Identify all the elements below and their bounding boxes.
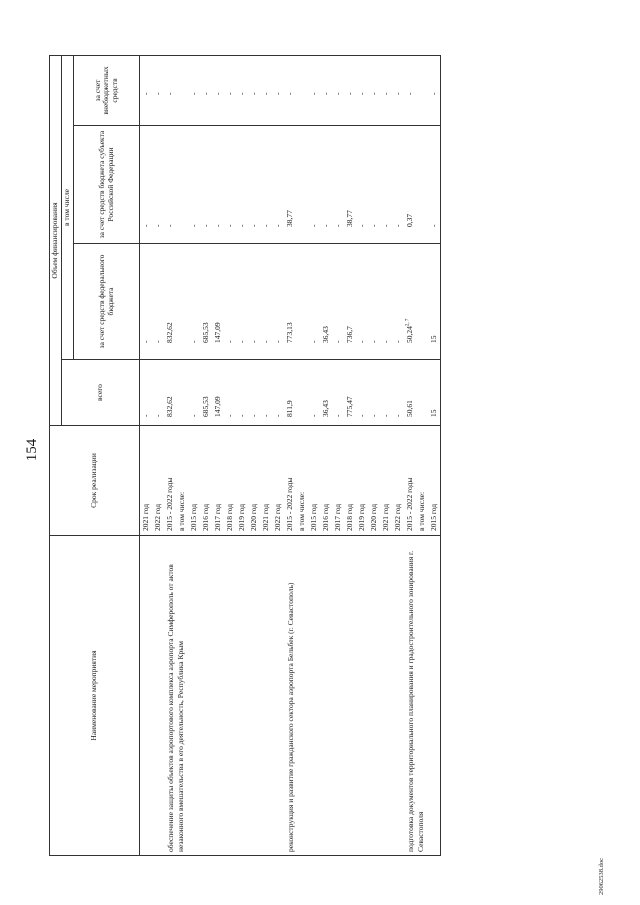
extra-value: - — [357, 92, 366, 95]
total-value: 811,9 — [285, 400, 294, 417]
total-column-cell — [140, 360, 165, 426]
term-value: в том числе: — [177, 491, 186, 531]
term-value: 2022 год — [393, 503, 402, 531]
term-value: в том числе: — [297, 491, 306, 531]
header-total: всего — [62, 360, 140, 426]
term-value: 2015 год — [189, 503, 198, 531]
federal-value: - — [333, 340, 342, 343]
term-value: 2018 год — [345, 503, 354, 531]
total-value: - — [249, 414, 258, 417]
measure-name-text: обеспечение защиты объектов аэропортового комплекса аэропорта Симферополь от актов незаконного вмешательства в его деятельность, Республика Крым — [166, 564, 185, 852]
regional-value: - — [369, 224, 378, 227]
regional-value — [416, 126, 428, 227]
extra-column-cell — [140, 55, 165, 125]
extra-value: - — [381, 92, 390, 95]
total-value: 832,62 — [165, 396, 174, 417]
federal-value: - — [249, 340, 258, 343]
header-term: Срок реализации — [50, 426, 140, 536]
total-column-cell — [164, 360, 284, 426]
extra-value: - — [153, 92, 162, 95]
table-row — [404, 55, 441, 855]
regional-value: - — [429, 224, 438, 227]
measure-name — [284, 536, 404, 856]
measure-name-text: подготовка документов территориального планирования и градостроительного зонирования г. Севастополя — [406, 550, 425, 852]
term-column-cell — [164, 426, 284, 536]
total-value: - — [333, 414, 342, 417]
extra-value: - — [273, 92, 282, 95]
regional-value: - — [381, 224, 390, 227]
term-value: 2019 год — [357, 503, 366, 531]
regional-value: - — [321, 224, 330, 227]
header-including: в том числе — [62, 55, 74, 359]
extra-column-cell — [404, 55, 441, 125]
measure-name — [164, 536, 284, 856]
measure-name — [404, 536, 441, 856]
total-column-cell — [404, 360, 441, 426]
measure-name — [140, 536, 165, 856]
regional-value: - — [393, 224, 402, 227]
regional-column-cell — [164, 126, 284, 244]
total-value: - — [141, 414, 150, 417]
federal-value: - — [237, 340, 246, 343]
total-value: - — [369, 414, 378, 417]
extra-value: - — [285, 92, 294, 95]
regional-value: 0,37 — [405, 213, 414, 227]
federal-value: - — [357, 340, 366, 343]
regional-value: - — [225, 224, 234, 227]
term-value: в том числе: — [417, 491, 426, 531]
extra-value: - — [393, 92, 402, 95]
term-value: 2018 год — [225, 503, 234, 531]
federal-value: - — [153, 340, 162, 343]
extra-value: - — [345, 92, 354, 95]
total-value: - — [153, 414, 162, 417]
extra-value: - — [189, 92, 198, 95]
federal-value-line — [404, 244, 416, 343]
regional-value — [296, 126, 308, 227]
extra-value: - — [201, 92, 210, 95]
table-body — [140, 55, 441, 855]
term-value: 2016 год — [321, 503, 330, 531]
extra-value: - — [429, 92, 438, 95]
header-regional: за счет средств бюджета субъекта Российской Федерации — [74, 126, 140, 244]
extra-value: - — [165, 92, 174, 95]
extra-value — [176, 56, 188, 95]
federal-value — [296, 244, 308, 343]
regional-value: - — [141, 224, 150, 227]
extra-value: - — [141, 92, 150, 95]
total-value — [416, 360, 428, 417]
financing-table — [49, 55, 441, 856]
regional-value: - — [237, 224, 246, 227]
federal-value: 685,53 — [201, 322, 210, 343]
federal-column-cell — [404, 244, 441, 360]
term-value: 2017 год — [213, 503, 222, 531]
total-value: - — [225, 414, 234, 417]
total-value — [176, 360, 188, 417]
regional-value: - — [357, 224, 366, 227]
federal-value: - — [309, 340, 318, 343]
footnote-ref: 2, 7 — [405, 318, 411, 327]
measure-name-text: реконструкция и развитие гражданского сектора аэропорта Бельбек (г. Севастополь) — [286, 582, 295, 852]
total-value: 50,61 — [405, 400, 414, 417]
extra-value — [296, 56, 308, 95]
regional-value: - — [273, 224, 282, 227]
total-value: - — [381, 414, 390, 417]
federal-column-cell — [140, 244, 165, 360]
extra-column-cell — [284, 55, 404, 125]
regional-column-cell — [404, 126, 441, 244]
regional-column-cell — [284, 126, 404, 244]
term-value: 2015 - 2022 годы — [405, 477, 414, 531]
federal-value: - — [393, 340, 402, 343]
term-value: 2021 год — [261, 503, 270, 531]
total-value: - — [393, 414, 402, 417]
total-value: 15 — [429, 409, 438, 417]
term-column-cell — [140, 426, 165, 536]
total-value: 147,09 — [213, 396, 222, 417]
term-value: 2021 год — [381, 503, 390, 531]
table-row — [140, 55, 165, 855]
table-row — [284, 55, 404, 855]
federal-value — [416, 244, 428, 343]
regional-value: - — [333, 224, 342, 227]
total-value: 685,53 — [201, 396, 210, 417]
extra-value: - — [213, 92, 222, 95]
term-value: 2015 год — [429, 503, 438, 531]
total-value: - — [309, 414, 318, 417]
regional-value: 38,77 — [345, 210, 354, 227]
document-filename: 29062538.doc — [598, 857, 605, 895]
regional-value: - — [261, 224, 270, 227]
header-name: Наименование мероприятия — [50, 536, 140, 856]
federal-value: - — [141, 340, 150, 343]
federal-value: - — [225, 340, 234, 343]
measure-name-text — [140, 540, 142, 852]
extra-value: - — [249, 92, 258, 95]
extra-value — [416, 56, 428, 95]
page-number: 154 — [24, 438, 40, 462]
extra-value: - — [369, 92, 378, 95]
regional-value: 38,77 — [285, 210, 294, 227]
federal-value: 15 — [429, 335, 438, 343]
total-column-cell — [284, 360, 404, 426]
extra-column-cell — [164, 55, 284, 125]
regional-value: - — [165, 224, 174, 227]
federal-value: 36,43 — [321, 326, 330, 343]
extra-value: - — [225, 92, 234, 95]
regional-value: - — [189, 224, 198, 227]
total-value: - — [237, 414, 246, 417]
federal-value: 50,24 — [405, 326, 414, 343]
total-value: 36,43 — [321, 400, 330, 417]
extra-value: - — [321, 92, 330, 95]
term-value: 2022 год — [273, 503, 282, 531]
extra-value: - — [333, 92, 342, 95]
header-volume: Объем финансирования — [50, 55, 62, 425]
federal-value: 147,09 — [213, 322, 222, 343]
regional-value: - — [309, 224, 318, 227]
total-value — [296, 360, 308, 417]
term-value: 2021 год — [141, 503, 150, 531]
federal-column-cell — [164, 244, 284, 360]
regional-value: - — [201, 224, 210, 227]
term-value: 2015 - 2022 годы — [285, 477, 294, 531]
term-column-cell — [404, 426, 441, 536]
federal-value — [176, 244, 188, 343]
federal-value: - — [189, 340, 198, 343]
header-federal: за счет средств федерального бюджета — [74, 244, 140, 360]
term-value: 2019 год — [237, 503, 246, 531]
extra-value: - — [261, 92, 270, 95]
federal-value: 773,13 — [285, 322, 294, 343]
federal-value: - — [369, 340, 378, 343]
total-value: - — [357, 414, 366, 417]
extra-value: - — [237, 92, 246, 95]
regional-column-cell — [140, 126, 165, 244]
extra-value: - — [309, 92, 318, 95]
federal-value: - — [261, 340, 270, 343]
header-extrabudget: за счет внебюджетных средств — [74, 55, 140, 125]
total-value: - — [189, 414, 198, 417]
federal-column-cell — [284, 244, 404, 360]
term-value: 2017 год — [333, 503, 342, 531]
table-row — [164, 55, 284, 855]
regional-value: - — [153, 224, 162, 227]
term-value: 2020 год — [249, 503, 258, 531]
term-column-cell — [284, 426, 404, 536]
total-value: 775,47 — [345, 396, 354, 417]
federal-value: - — [273, 340, 282, 343]
regional-value: - — [213, 224, 222, 227]
total-value: - — [273, 414, 282, 417]
regional-value: - — [249, 224, 258, 227]
regional-value — [176, 126, 188, 227]
term-value: 2022 год — [153, 503, 162, 531]
federal-value: 832,62 — [165, 322, 174, 343]
term-value: 2015 - 2022 годы — [165, 477, 174, 531]
term-value: 2020 год — [369, 503, 378, 531]
term-value: 2016 год — [201, 503, 210, 531]
federal-value: 736,7 — [345, 326, 354, 343]
table-header — [50, 55, 140, 855]
term-value: 2015 год — [309, 503, 318, 531]
federal-value: - — [381, 340, 390, 343]
total-value: - — [261, 414, 270, 417]
extra-value: - — [405, 92, 414, 95]
